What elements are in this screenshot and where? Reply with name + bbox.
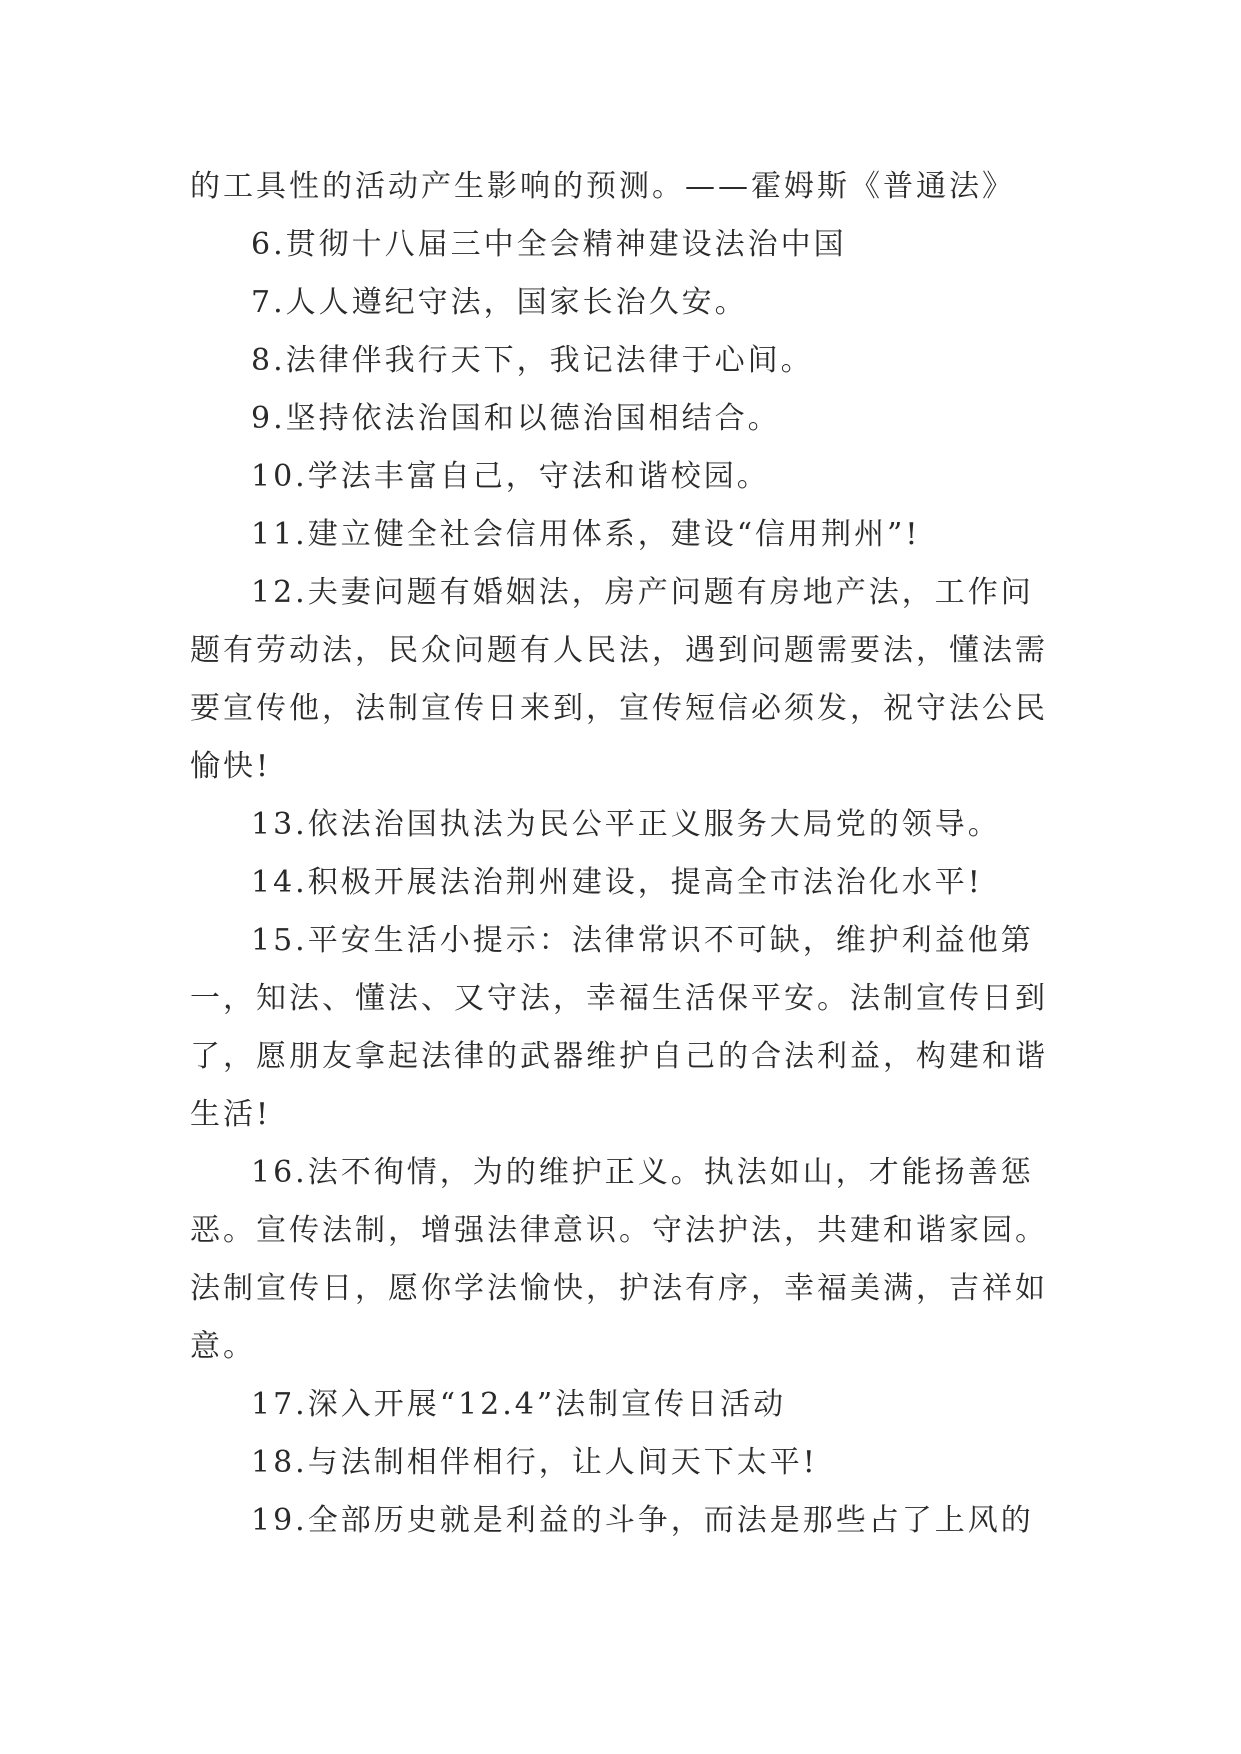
text-line: 11.建立健全社会信用体系，建设“信用荆州”! — [251, 517, 921, 552]
text-line: 10.学法丰富自己，守法和谐校园。 — [251, 459, 770, 494]
text-line: 9.坚持依法治国和以德治国相结合。 — [251, 401, 781, 436]
text-line: 要宣传他，法制宣传日来到，宣传短信必须发，祝守法公民 — [190, 691, 1048, 726]
text-line: 18.与法制相伴相行，让人间天下太平! — [251, 1445, 818, 1480]
paragraph — [190, 564, 1070, 796]
document-body — [190, 158, 1070, 1550]
text-line: 14.积极开展法治荆州建设，提高全市法治化水平! — [251, 865, 983, 900]
paragraph — [190, 912, 1070, 1144]
paragraph — [190, 1492, 1070, 1550]
text-line: 16.法不徇情，为的维护正义。执法如山，才能扬善惩 — [251, 1155, 1034, 1190]
text-line: 的工具性的活动产生影响的预测。——霍姆斯《普通法》 — [190, 169, 1015, 204]
paragraph — [190, 274, 1070, 332]
paragraph — [190, 796, 1070, 854]
text-line: 一，知法、懂法、又守法，幸福生活保平安。法制宣传日到 — [190, 981, 1048, 1016]
text-line: 13.依法治国执法为民公平正义服务大局党的领导。 — [251, 807, 1001, 842]
text-line: 7.人人遵纪守法，国家长治久安。 — [251, 285, 748, 320]
paragraph — [190, 332, 1070, 390]
text-line: 恶。宣传法制，增强法律意识。守法护法，共建和谐家园。 — [190, 1213, 1048, 1248]
text-line: 生活! — [190, 1097, 272, 1132]
text-line: 题有劳动法，民众问题有人民法，遇到问题需要法，懂法需 — [190, 633, 1048, 668]
text-line: 17.深入开展“12.4”法制宣传日活动 — [251, 1387, 787, 1422]
text-line: 15.平安生活小提示：法律常识不可缺，维护利益他第 — [251, 923, 1034, 958]
text-line: 法制宣传日，愿你学法愉快，护法有序，幸福美满，吉祥如 — [190, 1271, 1048, 1306]
paragraph — [190, 506, 1070, 564]
text-line: 19.全部历史就是利益的斗争，而法是那些占了上风的 — [251, 1503, 1034, 1538]
paragraph — [190, 216, 1070, 274]
text-line: 意。 — [190, 1329, 256, 1364]
paragraph — [190, 854, 1070, 912]
paragraph — [190, 448, 1070, 506]
paragraph — [190, 390, 1070, 448]
text-line: 12.夫妻问题有婚姻法，房产问题有房地产法，工作问 — [251, 575, 1034, 610]
text-line: 6.贯彻十八届三中全会精神建设法治中国 — [251, 227, 847, 262]
paragraph — [190, 1376, 1070, 1434]
text-line: 8.法律伴我行天下，我记法律于心间。 — [251, 343, 814, 378]
paragraph — [190, 1434, 1070, 1492]
paragraph — [190, 1144, 1070, 1376]
text-line: 了，愿朋友拿起法律的武器维护自己的合法利益，构建和谐 — [190, 1039, 1048, 1074]
text-line: 愉快! — [190, 749, 272, 784]
paragraph — [190, 158, 1070, 216]
